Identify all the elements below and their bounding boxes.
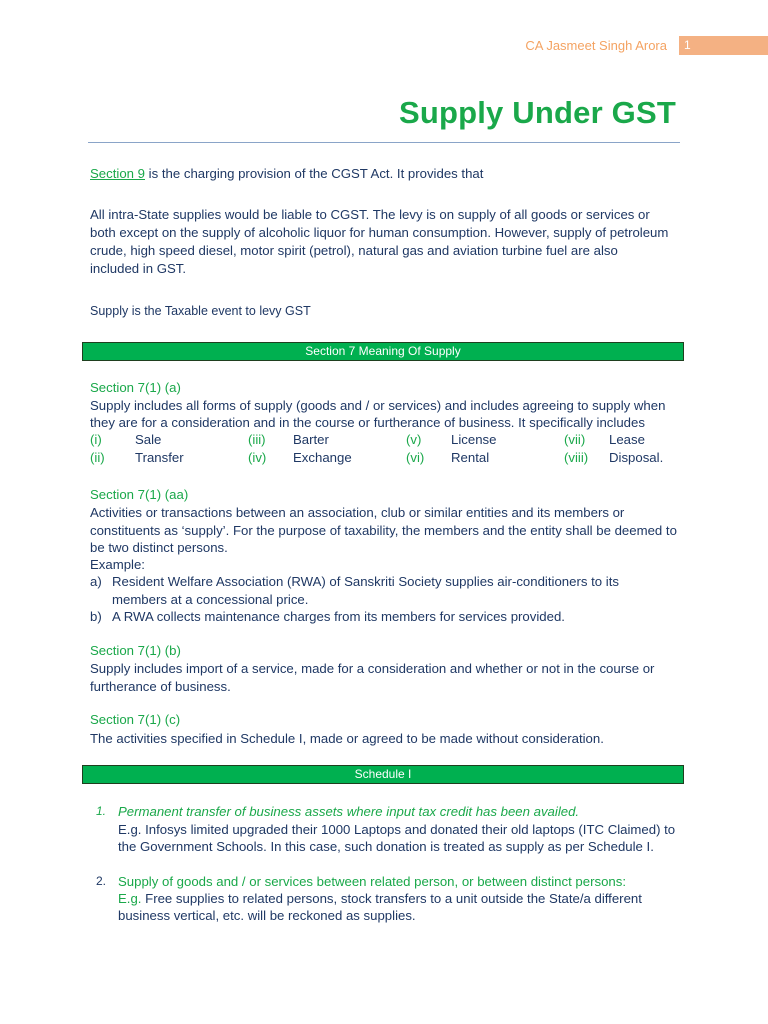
item-label: Lease	[609, 432, 645, 447]
item-label: License	[451, 432, 497, 447]
item-num: (viii)	[564, 450, 589, 465]
example-marker: b)	[90, 609, 102, 624]
item-label: Disposal.	[609, 450, 664, 465]
item-num: (i)	[90, 432, 102, 447]
page-title: Supply Under GST	[398, 95, 676, 130]
example-text: Resident Welfare Association (RWA) of Sanskriti Society supplies air-conditioners to its members at a concessional price.	[112, 574, 619, 607]
section-7-1b-heading: Section 7(1) (b)	[90, 643, 181, 658]
item-num: (iv)	[248, 450, 267, 465]
item-num: (iii)	[248, 432, 266, 447]
item-num: (ii)	[90, 450, 105, 465]
schedule-item-num: 2.	[96, 874, 107, 888]
taxable-event-line: Supply is the Taxable event to levy GST	[90, 304, 311, 318]
example-text: A RWA collects maintenance charges from its members for services provided.	[112, 609, 565, 624]
section-7-1b-text: Supply includes import of a service, made for a consideration and whether or not in the course or furtherance of business.	[90, 661, 655, 694]
schedule-item-body: E.g. Infosys limited upgraded their 1000 Laptops and donated their old laptops (ITC Claimed) to the Government Schools. In this case, such donation is treated as supply as per Schedule I.	[118, 822, 676, 854]
schedule-1-band: Schedule I	[82, 765, 684, 784]
section-9-link[interactable]: Section 9	[90, 166, 145, 181]
section-7-1a-heading: Section 7(1) (a)	[90, 380, 181, 395]
section-7-1a-text: Supply includes all forms of supply (goods and / or services) and includes agreeing to supply when they are for a consideration and in the course or furtherance of business. It specifically includes	[90, 398, 666, 430]
example-label: Example:	[90, 557, 145, 572]
example-marker: a)	[90, 574, 102, 589]
item-num: (v)	[406, 432, 422, 447]
schedule-item-title: Permanent transfer of business assets where input tax credit has been availed.	[118, 804, 580, 819]
title-rule	[88, 142, 680, 143]
intro-text: is the charging provision of the CGST Act. It provides that	[145, 166, 484, 181]
section-7-1aa-text: Activities or transactions between an association, club or similar entities and its members or constituents as ‘supply’. For the purpose of taxability, the members and the entity shall be deemed to be two distinct persons.	[90, 505, 677, 555]
section-7-band: Section 7 Meaning Of Supply	[82, 342, 684, 361]
page-number-divider	[677, 36, 679, 55]
item-label: Rental	[451, 450, 490, 465]
intro-line	[90, 165, 685, 183]
schedule-item-body	[118, 890, 678, 924]
item-num: (vi)	[406, 450, 425, 465]
schedule-item-body-text: Free supplies to related persons, stock transfers to a unit outside the State/a different business vertical, etc. will be reckoned as supplies.	[118, 891, 642, 923]
section-7-1c-heading: Section 7(1) (c)	[90, 712, 181, 727]
item-label: Sale	[135, 432, 162, 447]
item-label: Barter	[293, 432, 329, 447]
page-number: 1	[678, 36, 768, 55]
header-author: CA Jasmeet Singh Arora	[525, 38, 667, 53]
section-7-1aa-heading: Section 7(1) (aa)	[90, 487, 189, 502]
intro-paragraph: All intra-State supplies would be liable to CGST. The levy is on supply of all goods or services or both except on the supply of alcoholic liquor for human consumption. However, supply of petroleum crude, high speed diesel, motor spirit (petrol), natural gas and aviation turbine fuel are also included in GST.	[90, 207, 669, 276]
eg-label: E.g.	[118, 891, 142, 906]
schedule-item-num: 1.	[96, 804, 107, 818]
item-label: Exchange	[293, 450, 352, 465]
item-num: (vii)	[564, 432, 586, 447]
item-label: Transfer	[135, 450, 184, 465]
section-7-1c-text: The activities specified in Schedule I, made or agreed to be made without consideration.	[90, 731, 604, 746]
schedule-item-title: Supply of goods and / or services between related person, or between distinct persons:	[118, 874, 627, 889]
